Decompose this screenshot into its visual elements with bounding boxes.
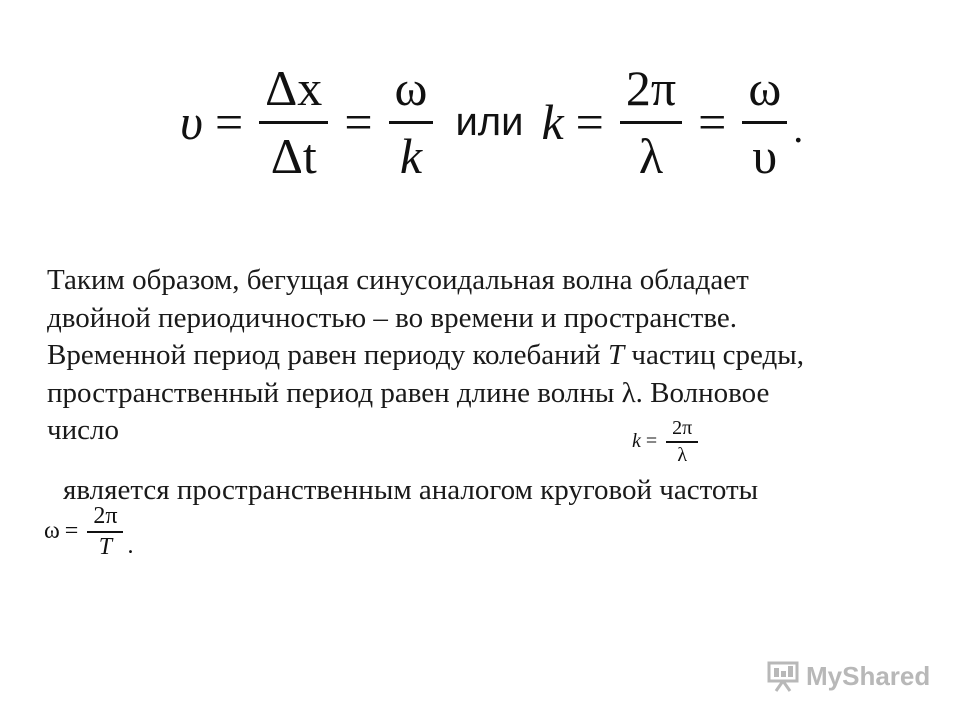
- wavenumber-formula: [632, 418, 702, 466]
- k-symbol: k: [632, 430, 641, 453]
- or-word: или: [455, 99, 524, 144]
- denominator: λ: [638, 127, 664, 184]
- fraction: [87, 504, 123, 560]
- equals-sign: =: [344, 94, 373, 150]
- equals-sign: =: [645, 430, 658, 453]
- angular-frequency-formula: [44, 504, 133, 560]
- numerator: ω: [748, 60, 782, 116]
- fraction-2pi-lambda: [620, 62, 682, 182]
- analog-sentence: является пространственным аналогом круговой частоты: [63, 474, 759, 506]
- text-span: частиц среды,: [624, 339, 804, 371]
- myshared-logo: [766, 656, 930, 696]
- text-span: Временной период равен периоду колебаний: [47, 339, 608, 371]
- numerator: 2π: [625, 60, 677, 116]
- fraction-bar: [87, 531, 123, 533]
- paragraph-line: [47, 337, 907, 375]
- presentation-icon: [766, 659, 800, 693]
- omega-symbol: ω: [44, 518, 60, 545]
- wavenumber-symbol: k: [541, 94, 564, 150]
- fraction-bar: [259, 121, 328, 124]
- denominator: λ: [677, 443, 688, 466]
- velocity-symbol: υ: [180, 94, 203, 150]
- denominator: Δt: [270, 127, 317, 184]
- fraction-dx-dt: [259, 62, 328, 182]
- period-mark: .: [127, 532, 134, 559]
- numerator: ω: [394, 60, 428, 116]
- period-mark: .: [793, 106, 804, 151]
- logo-text: MyShared: [806, 660, 931, 691]
- numerator: 2π: [672, 417, 693, 439]
- paragraph-line: двойной периодичностью – во времени и пространстве.: [47, 301, 737, 334]
- fraction-bar: [389, 121, 434, 124]
- equals-sign: =: [64, 518, 79, 545]
- fraction-bar: [620, 121, 682, 124]
- paragraph-line: число: [47, 414, 119, 446]
- fraction: [666, 418, 698, 466]
- fraction-omega-k: [389, 62, 434, 182]
- denominator: υ: [752, 127, 778, 184]
- fraction-omega-v: [742, 62, 787, 182]
- equals-sign: =: [214, 94, 244, 150]
- main-formula: [180, 52, 804, 192]
- equals-sign: =: [698, 94, 727, 150]
- fraction-bar: [742, 121, 787, 124]
- numerator: 2π: [93, 503, 118, 529]
- equals-sign: =: [575, 94, 604, 150]
- denominator: T: [98, 533, 113, 560]
- body-paragraph: [47, 262, 907, 450]
- denominator: k: [399, 127, 423, 184]
- numerator: Δx: [265, 60, 323, 116]
- paragraph-line: пространственный период равен длине волны λ. Волновое: [47, 376, 770, 409]
- paragraph-line: Таким образом, бегущая синусоидальная волна обладает: [47, 264, 749, 296]
- period-symbol: T: [607, 339, 625, 371]
- fraction-bar: [666, 441, 698, 443]
